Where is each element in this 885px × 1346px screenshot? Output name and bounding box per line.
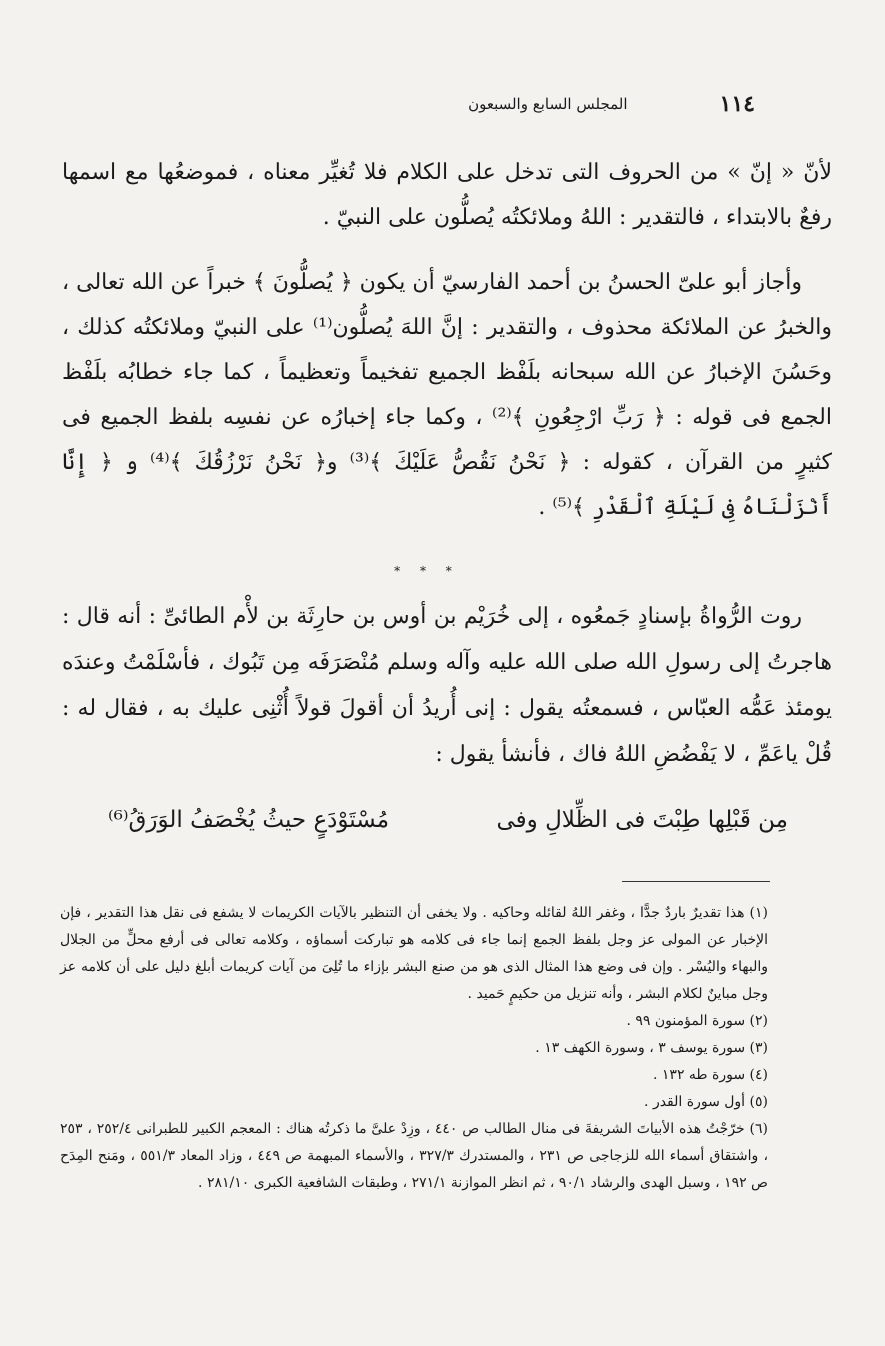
footnote-6: (٦) خرّجْتُ هذه الأبياتَ الشريفةَ فى منال الطالب ص ٤٤٠ ، وزِدْ علىَّ ما ذكرتُه هناك : المعجم الكبير للطبرانى ٢٥٢/٤ ، ٢٥٣ ، واشتقاق أسماء الله للزجاجى ص ٢٣١ ، والمستدرك ٣٢٧/٣ ، والأسماء المبهمة ص ٤٤٩ ، وزاد المعاد ٥٥١/٣ ، ومَنح المِدَح ص ١٩٢ ، وسبل الهدى والرشاد ٩٠/١ ، ثم انظر الموازنة ٢٧١/١ ، وطبقات الشافعية الكبرى ٢٨١/١٠ . <box>60 1121 769 1191</box>
body-text <box>62 150 832 530</box>
paragraph-grammar: لأنّ « إنّ » من الحروف التى تدخل على الكلام فلا تُغيِّر معناه ، فموضعُها مع اسمها رفعٌ بالابتداء ، فالتقدير : اللهُ وملائكتُه يُصلُّون على النبيّ . <box>62 160 832 230</box>
footnote-divider <box>622 881 770 882</box>
poetry-verse <box>108 800 788 840</box>
page-header <box>330 86 755 122</box>
narrative-text <box>62 594 832 778</box>
paragraph-narration: روت الرُّواةُ بإسنادٍ جَمعُوه ، إلى خُرَيْم بن أوس بن حارِثَة بن لأْم الطائىِّ : أنه قال : هاجرتُ إلى رسولِ الله صلى الله عليه وآله وسلم مُنْصَرَفَه مِن تَبُوك ، فأسْلَمْتُ وعندَه يومئذ عَمُّه العبّاس ، فسمعتُه يقول : إنى أُريدُ أن أقولَ قولاً أُثْنِى عليك به ، فقال له : قُلْ ياعَمِّ ، لا يَفْضُضِ اللهُ فاك ، فأنشأ يقول : <box>62 604 832 767</box>
section-separator: * * * <box>394 564 460 578</box>
footnote-3: (٣) سورة يوسف ٣ ، وسورة الكهف ١٣ . <box>535 1040 768 1056</box>
footnotes <box>60 900 768 1197</box>
verse-second-hemistich: مُسْتَوْدَعٍ حيثُ يُخْصَفُ الوَرَقُ⁽⁶⁾ <box>108 807 390 833</box>
verse-first-hemistich: مِن قَبْلِها طِبْتَ فى الظِّلالِ وفى <box>496 807 788 833</box>
footnote-4: (٤) سورة طه ١٣٢ . <box>653 1067 768 1083</box>
page-number: ١١٤ <box>719 91 755 117</box>
paragraph-farisi: وأجاز أبو علىّ الحسنُ بن أحمد الفارسيّ أن يكون ﴿ يُصلُّونَ ﴾ خبراً عن الله تعالى ، والخبرُ عن الملائكة محذوف ، والتقدير : إنَّ اللهَ يُصلُّون⁽¹⁾ على النبيّ وملائكتُه كذلك ، وحَسُنَ الإخبارُ عن الله سبحانه بلَفْظ الجميع تفخيماً وتعظيماً ، كما جاء خطابُه بلَفْظ الجمع فى قوله : ﴿ رَبِّ ارْجِعُونِ ﴾⁽²⁾ ، وكما جاء إخبارُه عن نفسِه بلفظ الجميع فى كثيرٍ من القرآن ، كقوله : ﴿ نَحْنُ نَقُصُّ عَلَيْكَ ﴾⁽³⁾ و﴿ نَحْنُ نَرْزُقُكَ ﴾⁽⁴⁾ و ﴿ إِنَّا أَنْزَلْنَاهُ فِى لَيْلَةِ ٱلْقَدْرِ ﴾⁽⁵⁾ . <box>62 270 833 520</box>
footnote-5: (٥) أول سورة القدر . <box>644 1094 768 1110</box>
footnote-2: (٢) سورة المؤمنون ٩٩ . <box>626 1013 768 1029</box>
running-head: المجلس السابع والسبعون <box>468 95 628 113</box>
footnote-1: (١) هذا تقديرٌ باردٌ جدًّا ، وغفر اللهُ لقائله وحاكيه . ولا يخفى أن التنظير بالآيات الكريمات لا يشفع فى نقل هذا التقدير ، فإن الإخبار عن المولى عز وجل بلفظ الجمع إنما جاء فى كلامه هو تباركت أسماؤه ، وكلامه تعالى فى أرفع محلٍّ من الجلال والبهاء واليُسْر . وإن فى وضع هذا المثال الذى هو من صنع البشر بإزاء ما تُلِىَ من آيات كريمات أبلغ دليل على أن كلامه عز وجل مباينٌ لكلام البشر ، وأنه تنزيل من حكيمٍ حَميد . <box>60 905 769 1002</box>
